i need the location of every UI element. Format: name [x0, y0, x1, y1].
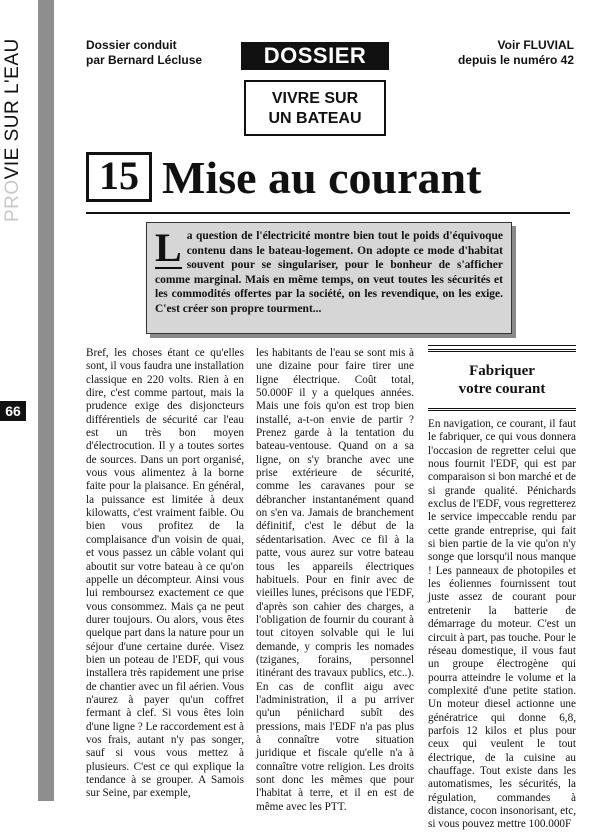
section-vertical-label [2, 38, 24, 222]
dossier-banner: DOSSIER [241, 42, 389, 70]
byline [86, 38, 202, 68]
article-title: Mise au courant [162, 152, 482, 203]
series-theme-line-1: VIVRE SUR [271, 90, 359, 107]
lead-text: a question de l'électricité montre bien tout le poids d'équivoque contenu dans le bateau-logement. On adopte ce mode d'habitat souvent pour se singulariser, pour le bonheur de s'afficher comme marginal. Mais en même temps, on veut toutes les sécurités et les commodités offertes par la société, on les revendique, on les exige. C'est créer son propre tourment... [155, 230, 503, 315]
series-theme-line-2: UN BATEAU [268, 110, 362, 127]
subheading-line-1: Fabriquer [469, 363, 535, 379]
byline-line-2: par Bernard Lécluse [86, 53, 203, 67]
series-reference-line-1: Voir FLUVIAL [497, 38, 574, 52]
series-theme-box [244, 80, 386, 136]
episode-number: 15 [86, 152, 152, 202]
subheading-box [428, 349, 576, 411]
page-number: 66 [0, 401, 26, 421]
body-column-3: En navigation, ce courant, il faut le fabriquer, ce qui vous donnera l'occasion de regretter celui que nous fournit l'EDF, qui est par comparaison si bon marché et de si grande qualité. Pénichards exclus de l'EDF, vous regretterez le service impeccable rendu par cette grande entreprise, qui fait si bien partie de la vie qu'on n'y songe que lorsqu'il nous manque ! Les panneaux de photopiles et les éoliennes fournissent tout juste assez de courant pour entretenir la batterie de démarrage du moteur. C'est un circuit à part, pas touche. Pour le réseau domestique, il vous faut un groupe électrogène qui pourra atteindre le volume et la complexité d'une petite station. Un moteur diesel actionne une génératrice qui donne 6,8, parfois 12 kilos et plus pour ceux qui veulent le tout électrique, de la cuisine au chauffage. Tout existe dans les automatismes, les sécurités, la régulation, commandes à distance, cocon insonorisant, etc, si vous pouvez mettre 100.000F [428, 418, 576, 831]
section-label: VIE SUR L'EAU [2, 38, 23, 180]
section-label-ghost: PRO [2, 179, 23, 222]
series-reference [458, 38, 574, 68]
margin-grey-bar [38, 0, 54, 801]
drop-cap: L [155, 225, 182, 270]
series-reference-line-2: depuis le numéro 42 [457, 53, 574, 67]
lead-paragraph-box [146, 222, 512, 334]
title-rule [86, 212, 570, 214]
body-column-2: les habitants de l'eau se sont mis à une dizaine pour faire tirer une ligne électrique. Coût total, 50.000F il y a quelques années. Mais une fois qu'on est trop bien installé, a-t-on envie de partir ? Prenez garde à la tentation du bateau-ventouse. Quand on a sa ligne, on s'y branche avec une prise extérieure de sécurité, comme les caravanes pour se débrancher instantanément quand on s'en va. Jamais de branchement définitif, c'est le début de la sédentarisation. Avec ce fil à la patte, vous aurez sur votre bateau tous les appareils électriques habituels. Pour en finir avec de vieilles lunes, précisons que l'EDF, d'après son cahier des charges, a l'obligation de fournir du courant à tout citoyen solvable qui le lui demande, y compris les nomades (tziganes, forains, personnel itinérant des travaux publics, etc..). En cas de conflit aigu avec l'administration, il a pu arriver qu'un péniichard subît des pressions, mais l'EDF n'a pas plus à connaître votre situation juridique et fiscale qu'elle n'a à connaître votre religion. Les droits sont donc les mêmes que pour l'habitat à terre, et il en est de même avec les PTT. [256, 347, 414, 813]
subheading-top-rule [428, 345, 576, 346]
body-column-1: Bref, les choses étant ce qu'elles sont, il vous faudra une installation classique en 220 volts. Rien à en dire, c'est comme partout, mais la prudence exige des disjoncteurs différentiels de sécurité car l'eau est un très bon moyen d'électrocution. Il y a toutes sortes de sources. Dans un port organisé, vous vous alimentez à la borne faite pour la plaisance. En général, la puissance est limitée à deux kilowatts, c'est vraiment faible. Ou bien vous profitez de la complaisance d'un voisin de quai, et vous passez un câble volant qui aboutit sur votre bateau à ce qu'on appelle un décompteur. Ainsi vous lui remboursez exactement ce que vous consommez. Mais ça ne peut durer toujours. Ou alors, vous êtes quelque part dans la nature pour un séjour d'une certaine durée. Visez bien un poteau de l'EDF, qui vous installera très rapidement une prise de chantier avec un fil aérien. Vous n'aurez à payer qu'un coffret fermant à clef. Si vous êtes loin d'une ligne ? Le raccordement est à vos frais, autant n'y pas songer, sauf si vous vous mettez à plusieurs. C'est ce qui explique la tendance à se grouper. A Samois sur Seine, par exemple, [86, 347, 244, 800]
subheading-line-2: votre courant [458, 381, 546, 397]
byline-line-1: Dossier conduit [86, 38, 177, 52]
